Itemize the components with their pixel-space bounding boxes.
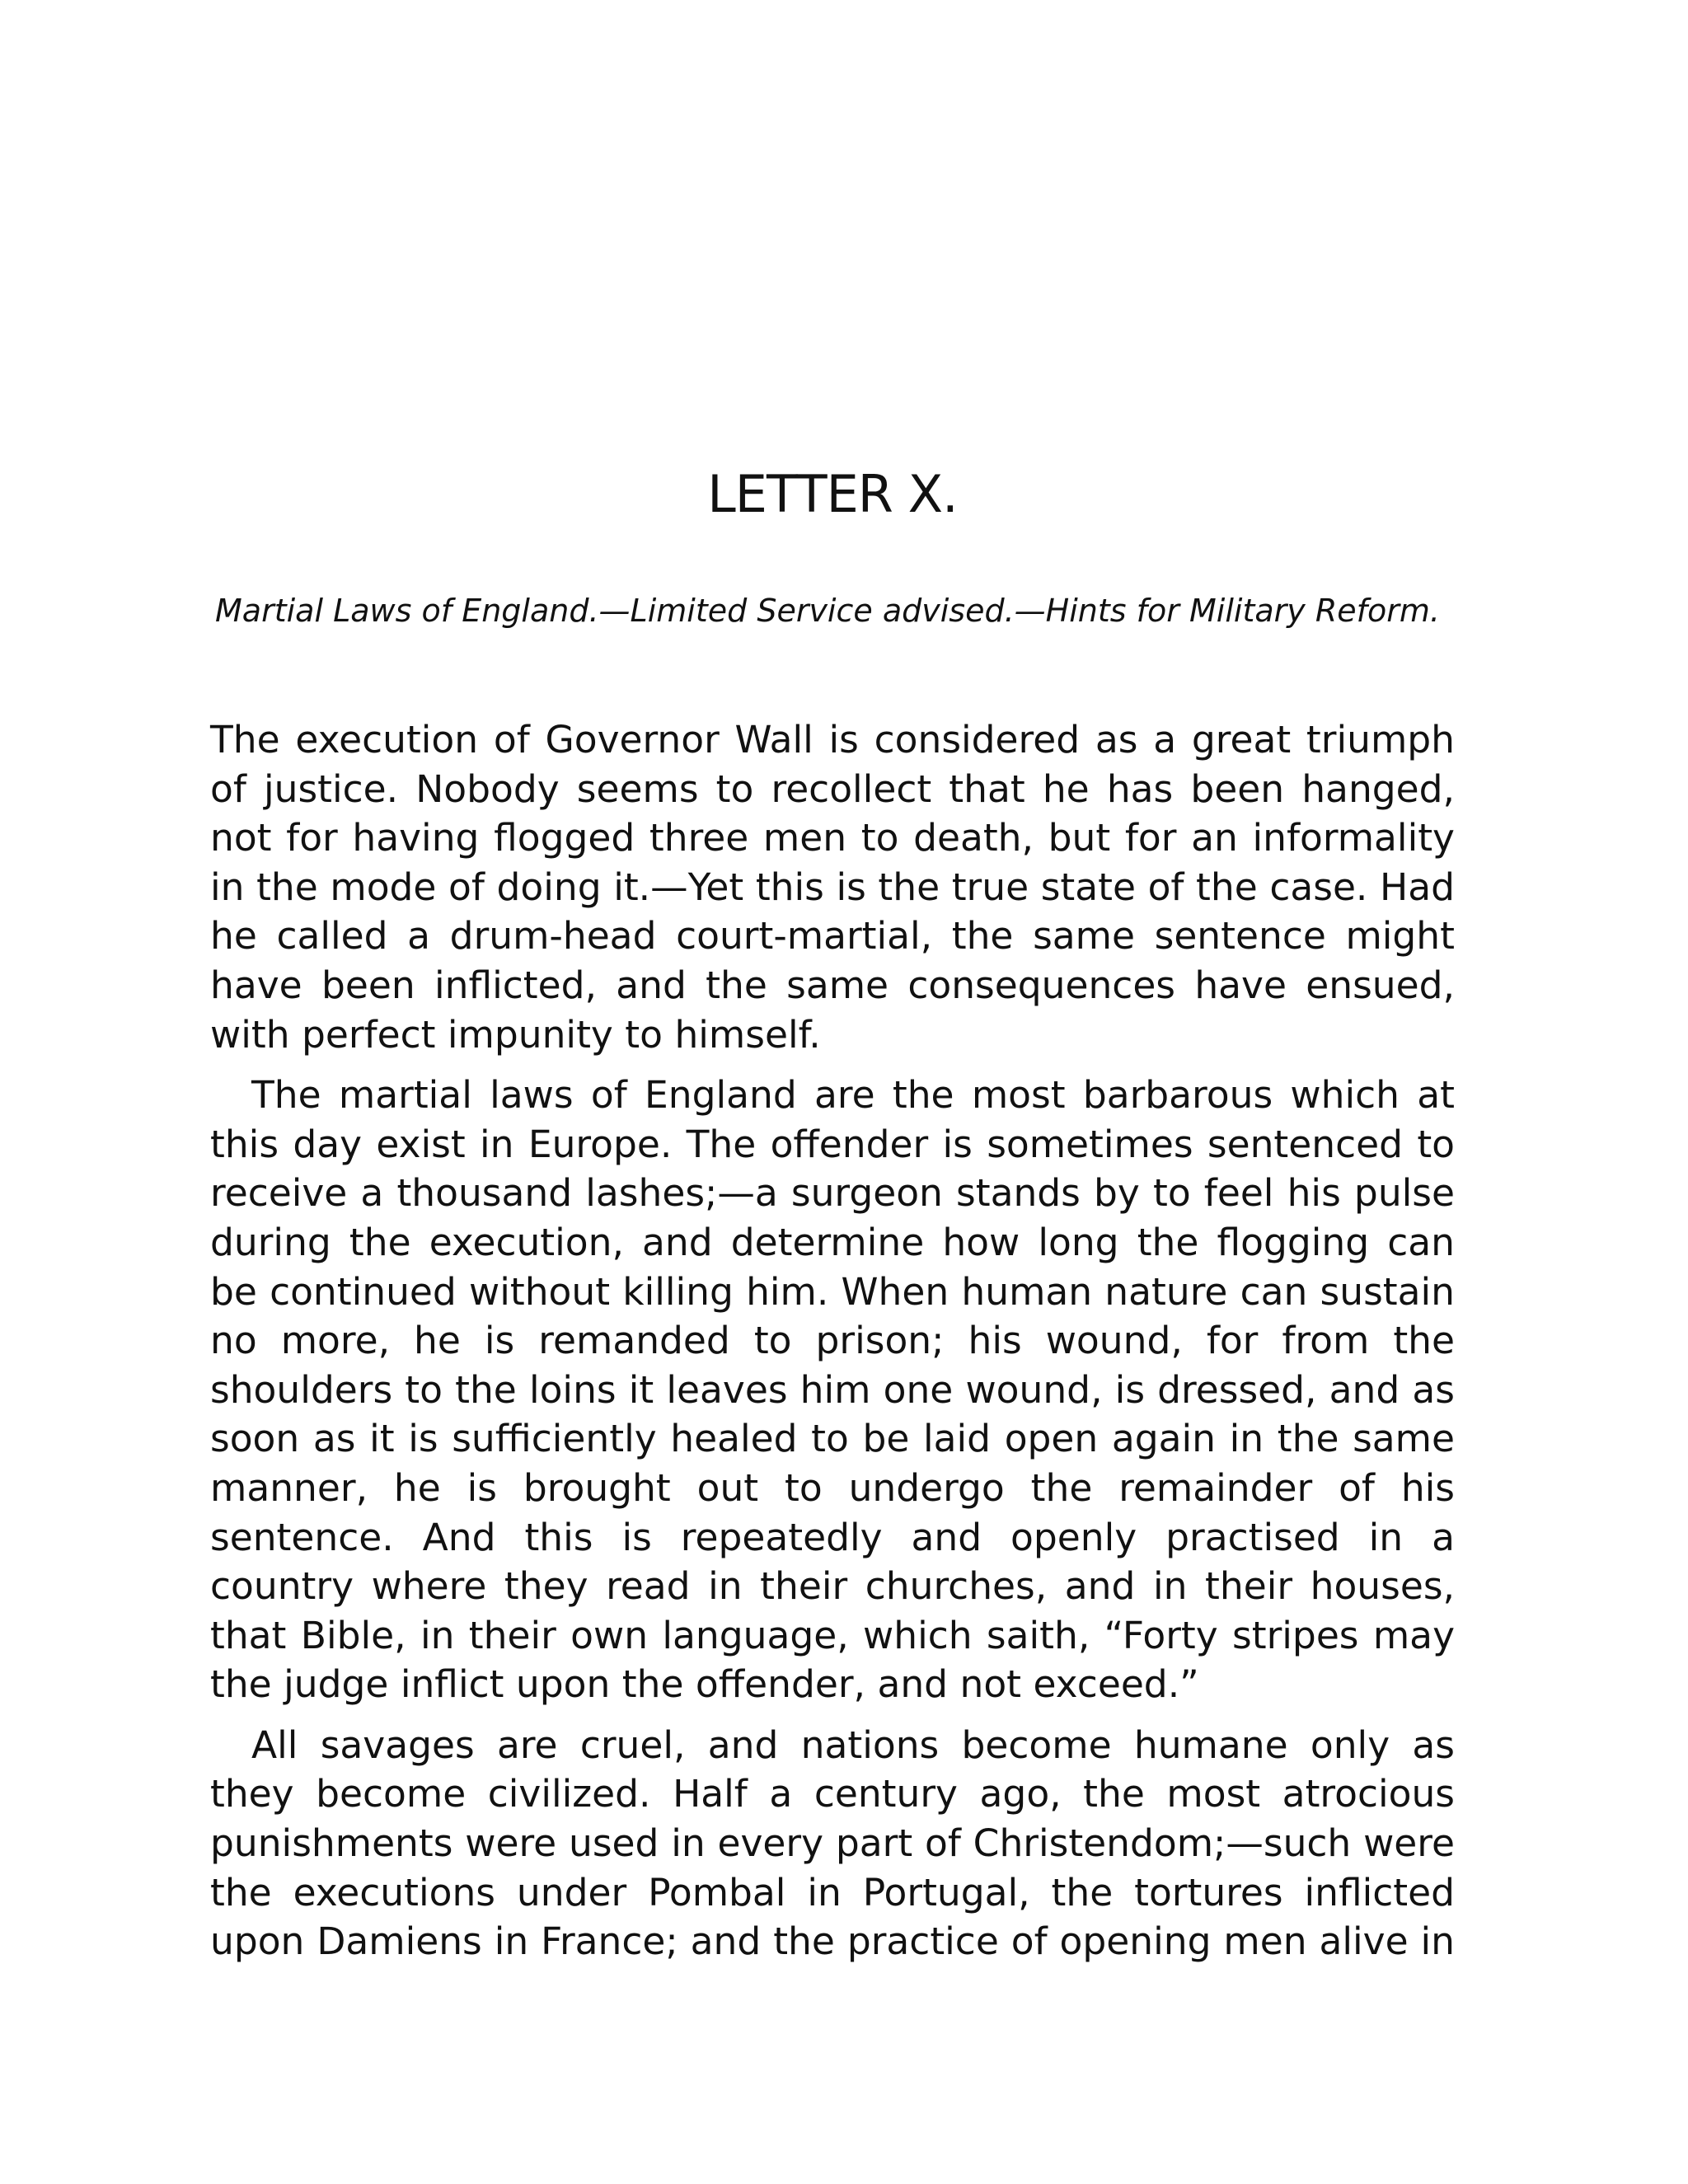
letter-summary: Martial Laws of England.—Limited Service advised.—Hints for Military Reform. (215, 593, 1440, 629)
paragraph-3: All savages are cruel, and nations become humane only as they become civilized. Half a century ago, the most atrocious punishments were used in every part of Christendom;—such were the executions under Pombal in Portugal, the tortures inflicted upon Damiens in France; and the practice of opening men alive in (210, 1722, 1455, 1964)
page (210, 0, 1455, 2184)
letter-title: LETTER X. (707, 464, 958, 524)
letter-body (210, 715, 1455, 1978)
paragraph-2: The martial laws of England are the most barbarous which at this day exist in Europe. The offender is sometimes sentenced to receive a thousand lashes;—a surgeon stands by to feel his pulse during the execution, and determine how long the flogging can be continued without killing him. When human nature can sustain no more, he is remanded to prison; his wound, for from the shoulders to the loins it leaves him one wound, is dressed, and as soon as it is sufficiently healed to be laid open again in the same manner, he is brought out to undergo the remainder of his sentence. And this is repeatedly and openly practised in a country where they read in their churches, and in their houses, that Bible, in their own language, which saith, “Forty stripes may the judge inflict upon the offender, and not exceed.” (210, 1073, 1455, 1707)
paragraph-1: The execution of Governor Wall is considered as a great triumph of justice. Nobody seems to recollect that he has been hanged, not for having flogged three men to death, but for an informality in the mode of doing it.—Yet this is the true state of the case. Had he called a drum-head court-martial, the same sentence might have been inflicted, and the same consequences have ensued, with perfect impunity to himself. (210, 718, 1455, 1057)
